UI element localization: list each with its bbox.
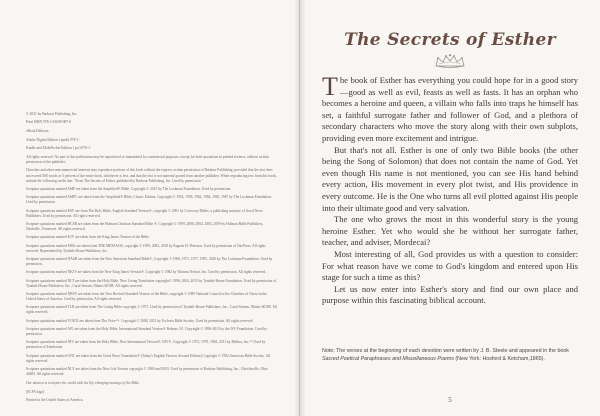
copyright-line: [ECPA logo]	[26, 389, 45, 394]
paragraph-3: The one who grows the most in this wonderful story is the young heroine Esther. Yet who would she be without her surrogate father, teacher, and adviser, Mordecai?	[322, 214, 578, 248]
copyright-line: Scripture quotations marked NLT are taken from the Holy Bible, New Living Translation copyright© 1996, 2004, 2015 by Tyndale House Foundation. Used by permission of Tyndale House Publishers, Inc., Carol Stream, Illinois 60188. All rights reserved.	[26, 278, 277, 288]
page-number: 5	[448, 396, 452, 404]
copyright-line: Scripture quotations marked ESV are from The Holy Bible, English Standard Version®, copyright © 2001 by Crossway Bibles, a publishing ministry of Good News Publishers. Used by permission. All rights reserved.	[26, 208, 263, 218]
copyright-line: Scripture quotations marked ISV are taken from the Holy Bible: International Standard Version® Release 2.0. Copyright © 1996-2013 by the ISV Foundation. Used by permission.	[26, 327, 268, 337]
copyright-line: Adobe Digital Edition (.epub) 978-1-	[26, 137, 80, 142]
copyright-line: © 2021 by Barbour Publishing, Inc.	[26, 112, 78, 116]
copyright-line: Scripture quotations marked VOICE are taken from The Voice™. Copyright © 2008, 2012 by Ecclesia Bible Society. Used by permission. All rights reserved.	[26, 318, 254, 323]
copyright-line: Scripture quotations marked HCSB are taken from the Holman Christian Standard Bible ®, Copyright © 1999, 2000, 2002, 2003, 2009 by Holman Bible Publishers, Nashville, Tennessee. All rights reserved.	[26, 221, 264, 231]
paragraph-5: Let us now enter into Esther's story and find our own place and purpose within this fascinating biblical account.	[322, 283, 578, 306]
copyright-line: Scripture quotations marked AMPC are taken from the Amplified® Bible, Classic Edition, Copyright © 1954, 1958, 1962, 1964, 1965, 1987 by The Lockman Foundation. Used by permission.	[26, 195, 272, 205]
copyright-line: eBook Editions:	[26, 129, 50, 134]
copyright-line: Scripture quotations marked NKJV are taken from the New King James Version®. Copyright © 1982 by Thomas Nelson, Inc. Used by permission. All rights reserved.	[26, 270, 266, 275]
copyright-line: Scripture quotations marked NRSV are taken from the New Revised Standard Version of the Bible, copyright © 1989 National Council of the Churches of Christ in the United States of America. Used by permission. All rights reserved.	[26, 291, 267, 302]
copyright-line: Scripture quotations marked NLV are taken from the New Life Version copyright © 1969 and 2003. Used by permission of Barbour Publishing, Inc., Uhrichsville, Ohio 44683. All rights reserved.	[26, 367, 268, 377]
intro-text	[322, 72, 578, 307]
paragraph-2: But that's not all. Esther is one of only two Bible books (the other being the Song of Solomon) that does not contain the name of God. Yet even though His name is not mentioned, you can see His hand behind every action, His movement in every plot twist, and His providence in every outcome. He is the One who turns all evil plotted against His people into their ultimate good and very salvation.	[322, 144, 578, 213]
paragraph-1: The book of Esther has everything you could hope for in a good story—good as well as evil, feasts as well as fasts. It has an orphan who becomes a heroine and queen, a villain who falls into traps he himself has set, a faithful surrogate father and follower of God, and a plethora of secondary characters who move the story along with their own subplots, providing even more excitement and intrigue.	[322, 72, 578, 143]
copyright-line: Print ISBN 978-1-63609-087-0	[26, 120, 72, 125]
copyright-line: Scripture quotations marked NIV are taken from the Holy Bible, New International Version®, NIV®. Copyright © 1973, 1978, 1984, 2011 by Biblica, Inc.™ Used by permission of Zondervan.	[26, 340, 266, 350]
copyright-line: Scripture quotations marked TLB are taken from The Living Bible copyright © 1971. Used by permission of Tyndale House Publishers, Inc., Carol Stream, Illinois 60188. All rights reserved.	[26, 305, 277, 315]
copyright-line: Scripture quotations marked KJV are taken from the King James Version of the Bible.	[26, 235, 150, 240]
intro-page	[300, 0, 600, 416]
source-note: Note: The verses at the beginning of each devotion were written by J. B. Steele and appeared in the book Sacred Poetical Paraphrases and Miscellaneous Poems (New York: Hosford & Ketcham,1865).	[322, 348, 569, 362]
copyright-line: Kindle and MobiPocket Edition (.prc) 978-1-	[26, 145, 92, 150]
drop-cap: T	[322, 72, 338, 101]
copyright-line: Churches and other noncommercial interests may reproduce portions of this book without the express written permission of Barbour Publishing, provided that the text does not exceed 500 words or 5 percent of the entire book, whichever is less, and that the text is not material quoted from another publisher. When reproducing text from this book, include the following credit line: "From The Secrets of Esther, published by Barbour Publishing, Inc. Used by permission."	[26, 168, 277, 183]
copyright-line: Scripture quotations marked NASB are taken from the New American Standard Bible®, Copyright © 1960, 1971, 1977, 1995, 2020 by The Lockman Foundation. Used by permission.	[26, 256, 273, 267]
copyright-line: Scripture quotations marked GNT are taken from the Good News Translation® (Today's English Version, Second Edition) Copyright © 1992 American Bible Society. All rights reserved.	[26, 353, 271, 363]
paragraph-4: Most interesting of all, God provides us with a question to consider: For what reason have we come to God's kingdom and entered upon His stage for such a time as this?	[322, 248, 578, 283]
chapter-title: The Secrets of Esther	[344, 30, 556, 50]
tiara-icon	[433, 53, 467, 69]
copyright-line: Printed in the United States of America.	[26, 397, 84, 402]
copyright-line: Scripture quotations marked MSG are taken from THE MESSAGE, copyright © 1993, 2002, 2018 by Eugene H. Peterson. Used by permission of NavPress. All rights reserved. Represented by Tyndale House Publishers, Inc.	[26, 243, 266, 253]
copyright-block	[26, 112, 277, 403]
copyright-line: Our mission is to inspire the world with the life-changing message of the Bible.	[26, 381, 140, 386]
copyright-line: All rights reserved. No part of this publication may be reproduced or transmitted for commercial purposes, except for brief quotations in printed reviews, without written permission of the publisher.	[26, 155, 270, 165]
copyright-line: Scripture quotations marked AMP are taken from the Amplified® Bible, Copyright © 2015 by The Lockman Foundation. Used by permission.	[26, 186, 232, 191]
